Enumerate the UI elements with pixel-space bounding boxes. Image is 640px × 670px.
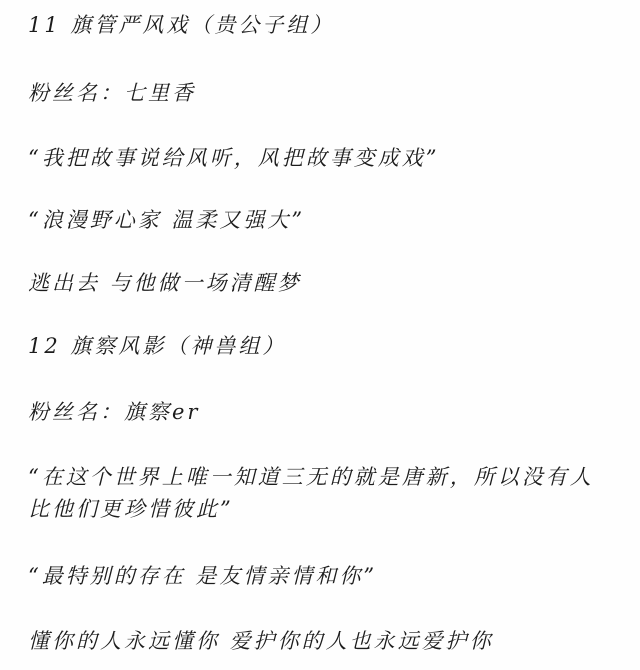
- section-title-12: 12 旗察风影（神兽组）: [28, 334, 287, 358]
- quote-line-11-a: “我把故事说给风听，风把故事变成戏”: [28, 146, 440, 170]
- quote-line-12-a-part1: “在这个世界上唯一知道三无的就是唐新，所以没有人: [28, 465, 594, 489]
- quote-line-12-a-part2: 比他们更珍惜彼此”: [28, 497, 234, 521]
- quote-line-11-b: “浪漫野心家 温柔又强大”: [28, 208, 306, 232]
- fan-name-line-12: 粉丝名：旗察er: [28, 400, 201, 424]
- text-line-11-c: 逃出去 与他做一场清醒梦: [28, 271, 302, 295]
- section-title-11: 11 旗管严风戏（贵公子组）: [28, 13, 335, 37]
- text-line-12-c: 懂你的人永远懂你 爱护你的人也永远爱护你: [28, 629, 494, 653]
- quote-line-12-b: “最特别的存在 是友情亲情和你”: [28, 564, 378, 588]
- fan-name-line-11: 粉丝名：七里香: [28, 81, 196, 105]
